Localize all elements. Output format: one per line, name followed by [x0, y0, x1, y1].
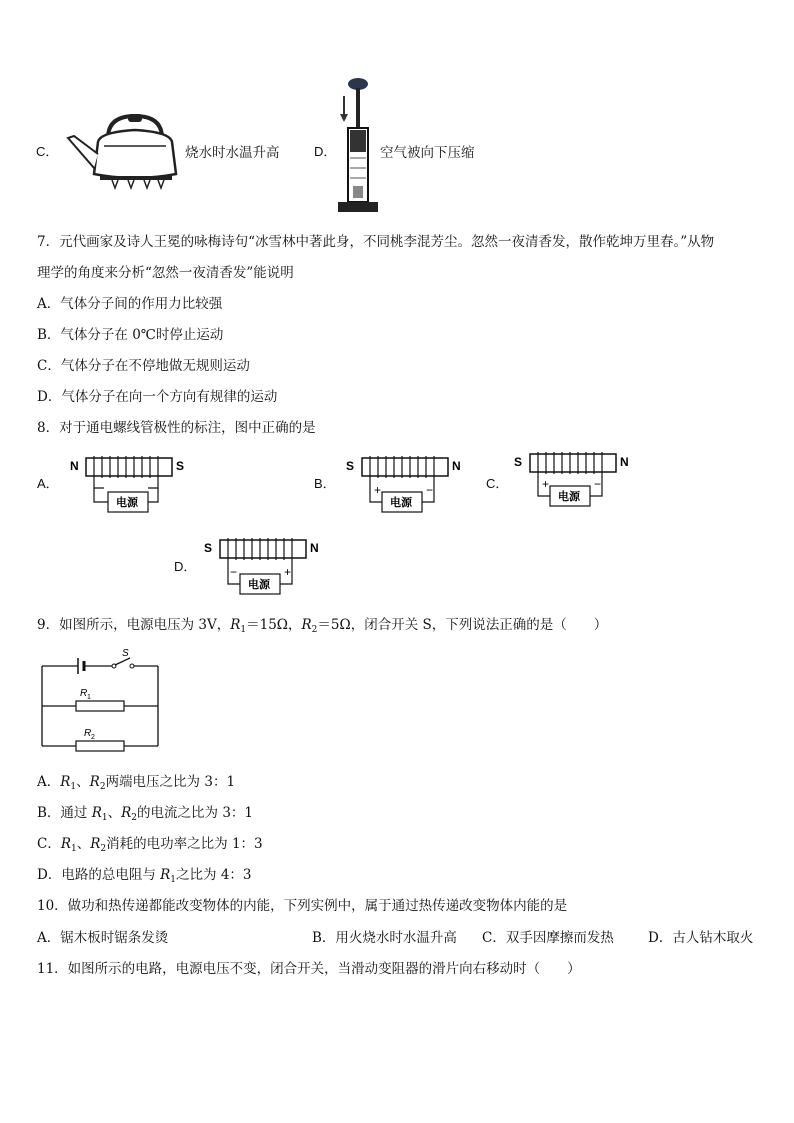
q9-option-b: B．通过 $R_1$、$R_2$的电流之比为 3：1	[37, 805, 254, 823]
q6-option-d-letter: D．	[314, 144, 337, 159]
solenoid-diagram-a	[64, 452, 190, 520]
resistor-r1	[76, 701, 124, 711]
q7-option-d: D．气体分子在向一个方向有规律的运动	[37, 389, 278, 405]
pole-label: N	[310, 541, 319, 555]
q6-option-c-letter: C．	[36, 144, 59, 159]
r2-label-sub: 2	[91, 734, 95, 741]
resistor-r2	[76, 741, 124, 751]
q7-stem-line1: 7．元代画家及诗人王冕的咏梅诗句“冰雪林中著此身，不同桃李混芳尘。忽然一夜清香发，散作乾坤万里春。”从物	[37, 234, 715, 250]
q7-stem-line2: 理学的角度来分析“忽然一夜清香发”能说明	[37, 265, 294, 281]
solenoid-diagram-b	[342, 452, 468, 520]
power-label: 电源	[390, 497, 412, 509]
q9-option-c: C．$R_1$、$R_2$消耗的电功率之比为 1：3	[37, 836, 263, 854]
r1-label: R	[80, 688, 88, 699]
minus-sign: −	[230, 565, 238, 579]
q9-stem: 9．如图所示，电源电压为 3V，$R_1=15\Omega$，$R_2=5\Omega$，闭合开关 S，下列说法正确的是（ ）	[37, 617, 608, 635]
pole-label: S	[514, 455, 523, 469]
q7-option-b: B．气体分子在 0℃时停止运动	[37, 327, 224, 343]
r1-label-sub: 1	[87, 694, 91, 701]
q6-option-c-text: 烧水时水温升高	[185, 145, 280, 161]
q10-option-d: D．古人钻木取火	[648, 930, 754, 946]
q8-stem: 8．对于通电螺线管极性的标注，图中正确的是	[37, 420, 316, 436]
pole-label: S	[204, 541, 213, 555]
plus-sign: +	[374, 483, 382, 497]
q9-option-d: D．电路的总电阻与 $R_1$之比为 4：3	[37, 867, 252, 885]
minus-sign: −	[426, 483, 434, 497]
q8-option-b-letter: B．	[314, 476, 336, 491]
q7-option-c: C．气体分子在不停地做无规则运动	[37, 358, 250, 374]
plus-sign: +	[542, 477, 550, 491]
r2-label: R	[84, 728, 92, 739]
power-label: 电源	[248, 579, 270, 591]
solenoid-diagram-d	[200, 534, 326, 602]
solenoid-diagram-c	[510, 446, 636, 514]
q8-option-a-letter: A．	[37, 476, 59, 491]
power-label: 电源	[558, 491, 580, 503]
q10-option-c: C．双手因摩擦而发热	[482, 930, 614, 946]
plus-sign: +	[284, 565, 292, 579]
q10-option-b: B．用火烧水时水温升高	[312, 930, 457, 946]
switch-label: S	[122, 648, 129, 659]
pole-label: N	[620, 455, 629, 469]
q8-option-c-letter: C．	[486, 476, 509, 491]
q8-option-d-letter: D．	[174, 559, 197, 574]
q6-option-d-text: 空气被向下压缩	[380, 145, 475, 161]
pole-label: S	[346, 459, 355, 473]
pole-label: N	[70, 459, 79, 473]
q7-option-a: A．气体分子间的作用力比较强	[37, 296, 223, 312]
q10-option-a: A．锯木板时锯条发烫	[37, 930, 169, 946]
minus-sign: −	[594, 477, 602, 491]
kettle-image	[60, 108, 184, 190]
pole-label: N	[452, 459, 461, 473]
parallel-circuit-diagram	[40, 646, 164, 752]
air-compression-cylinder-image	[334, 76, 380, 218]
pole-label: S	[176, 459, 185, 473]
q9-option-a: A．$R_1$、$R_2$两端电压之比为 3：1	[37, 774, 236, 792]
power-label: 电源	[116, 497, 138, 509]
q10-stem: 10．做功和热传递都能改变物体的内能，下列实例中，属于通过热传递改变物体内能的是	[37, 898, 568, 914]
q11-stem: 11．如图所示的电路，电源电压不变，闭合开关，当滑动变阻器的滑片向右移动时（ ）	[37, 961, 581, 977]
